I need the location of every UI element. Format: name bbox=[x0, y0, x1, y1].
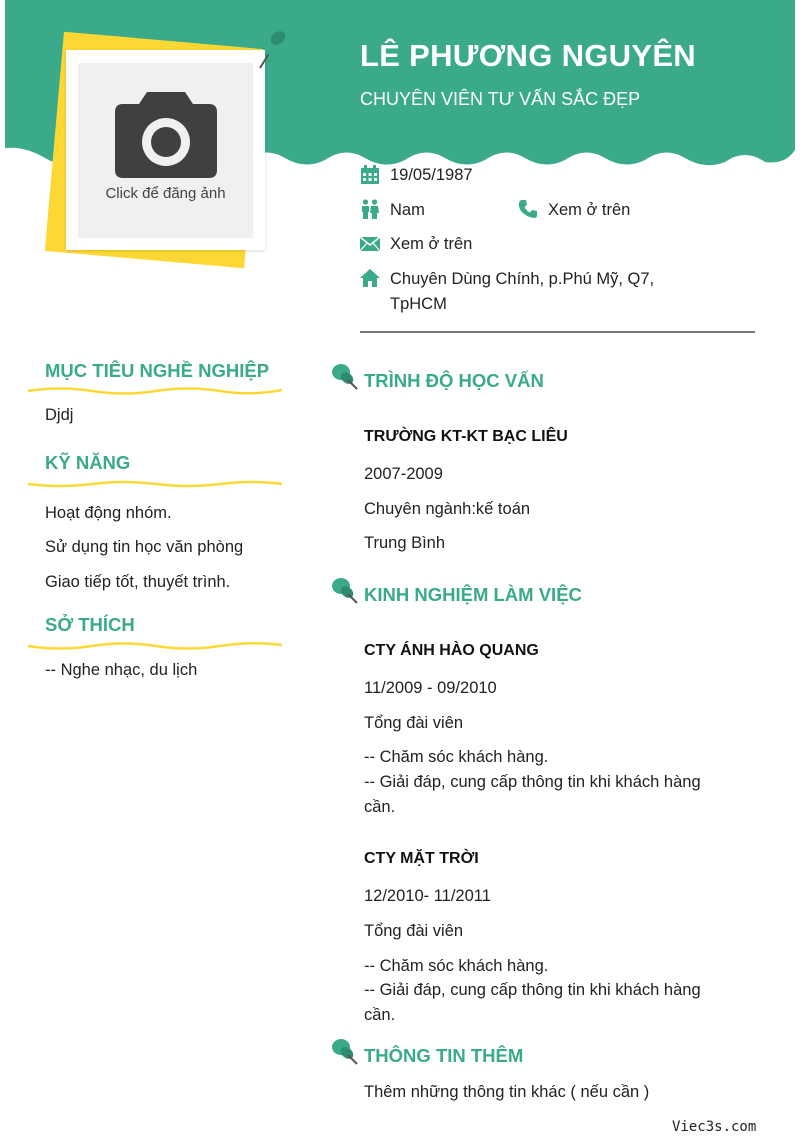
objective-wavy-underline bbox=[28, 384, 282, 398]
skill-item[interactable]: Hoạt động nhóm. bbox=[45, 504, 172, 522]
skills-wavy-underline bbox=[28, 477, 282, 491]
candidate-name[interactable]: LÊ PHƯƠNG NGUYÊN bbox=[360, 38, 696, 73]
address-line-1[interactable]: Chuyên Dùng Chính, p.Phú Mỹ, Q7, bbox=[390, 270, 655, 288]
email-icon bbox=[360, 234, 380, 254]
education-major[interactable]: Chuyên ngành:kế toán bbox=[364, 500, 531, 518]
phone[interactable]: Xem ở trên bbox=[548, 201, 631, 219]
hobbies-text[interactable]: -- Nghe nhạc, du lịch bbox=[45, 661, 198, 679]
extra-info-heading: THÔNG TIN THÊM bbox=[364, 1045, 524, 1066]
job-description-line[interactable]: cần. bbox=[364, 798, 396, 816]
header-divider bbox=[360, 331, 755, 333]
job-period[interactable]: 11/2009 - 09/2010 bbox=[364, 679, 497, 697]
footer-watermark: Viec3s.com bbox=[672, 1119, 757, 1135]
job-description-line[interactable]: -- Chăm sóc khách hàng. bbox=[364, 748, 549, 766]
skill-item[interactable]: Sử dụng tin học văn phòng bbox=[45, 538, 244, 556]
objective-heading: MỤC TIÊU NGHỀ NGHIỆP bbox=[45, 360, 270, 381]
camera-icon bbox=[113, 88, 219, 180]
job-description-line[interactable]: -- Chăm sóc khách hàng. bbox=[364, 957, 549, 975]
education-grade[interactable]: Trung Bình bbox=[364, 534, 446, 552]
company-name[interactable]: CTY MẶT TRỜI bbox=[364, 850, 479, 867]
education-years[interactable]: 2007-2009 bbox=[364, 465, 443, 483]
photo-label: Click để đăng ảnh bbox=[105, 185, 226, 202]
skills-heading: KỸ NĂNG bbox=[45, 452, 131, 473]
job-position[interactable]: Tổng đài viên bbox=[364, 922, 464, 940]
hobbies-wavy-underline bbox=[28, 639, 282, 653]
gender[interactable]: Nam bbox=[390, 201, 425, 219]
company-name[interactable]: CTY ÁNH HÀO QUANG bbox=[364, 642, 539, 659]
pushpin-icon bbox=[252, 26, 290, 72]
skill-item[interactable]: Giao tiếp tốt, thuyết trình. bbox=[45, 573, 231, 591]
pushpin-icon bbox=[330, 1037, 360, 1067]
school-name[interactable]: TRƯỜNG KT-KT BẠC LIÊU bbox=[364, 428, 568, 445]
photo-upload[interactable] bbox=[78, 63, 253, 238]
address-line-2[interactable]: TpHCM bbox=[390, 295, 447, 313]
home-icon bbox=[360, 268, 380, 288]
job-description-line[interactable]: -- Giải đáp, cung cấp thông tin khi khách hàng bbox=[364, 773, 701, 791]
pushpin-icon bbox=[330, 576, 360, 606]
pushpin-icon bbox=[330, 362, 360, 392]
experience-heading: KINH NGHIỆM LÀM VIỆC bbox=[364, 584, 582, 605]
hobbies-heading: SỞ THÍCH bbox=[45, 614, 135, 635]
phone-icon bbox=[518, 199, 538, 219]
job-title[interactable]: CHUYÊN VIÊN TƯ VẤN SẮC ĐẸP bbox=[360, 89, 641, 109]
calendar-icon bbox=[360, 165, 380, 185]
job-position[interactable]: Tổng đài viên bbox=[364, 714, 464, 732]
job-description-line[interactable]: cần. bbox=[364, 1006, 396, 1024]
birthday[interactable]: 19/05/1987 bbox=[390, 166, 473, 184]
email[interactable]: Xem ở trên bbox=[390, 235, 473, 253]
job-period[interactable]: 12/2010- 11/2011 bbox=[364, 887, 491, 905]
gender-icon bbox=[360, 199, 380, 219]
objective-text[interactable]: Djdj bbox=[45, 406, 74, 424]
job-description-line[interactable]: -- Giải đáp, cung cấp thông tin khi khách hàng bbox=[364, 981, 701, 999]
extra-info-text[interactable]: Thêm những thông tin khác ( nếu cần ) bbox=[364, 1083, 650, 1101]
education-heading: TRÌNH ĐỘ HỌC VẤN bbox=[364, 370, 544, 391]
